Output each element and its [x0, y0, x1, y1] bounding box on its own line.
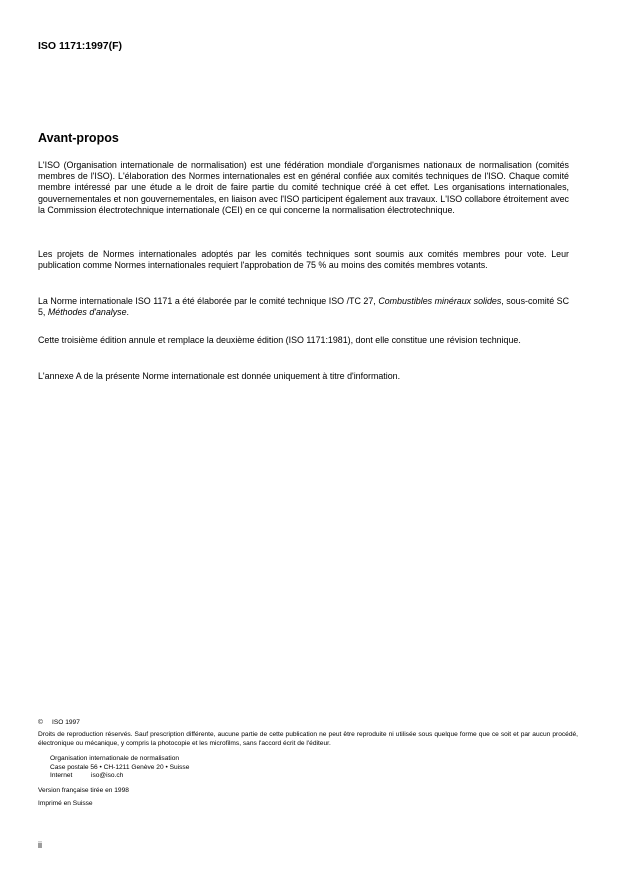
foreword-paragraph-1 — [38, 160, 569, 216]
paragraph-text-part: La Norme internationale ISO 1171 a été élaborée par le comité technique ISO /TC 27, — [38, 296, 379, 306]
paragraph-text: L'annexe A de la présente Norme internationale est donnée uniquement à titre d'information. — [38, 371, 401, 381]
subcommittee-title: Méthodes d'analyse — [47, 307, 127, 318]
page-number: ii — [38, 840, 42, 850]
rights-notice: Droits de reproduction réservés. Sauf prescription différente, aucune partie de cette publication ne peut être reproduite ni utilisée sous quelque forme que ce soit et par aucun procédé, électronique ou mécanique, y compris la photocopie et les microfilms, sans l'accord écrit de l'éditeur. — [38, 731, 578, 747]
foreword-paragraph-3 — [38, 296, 569, 318]
foreword-paragraph-2 — [38, 249, 569, 271]
internet-label: Internet — [50, 772, 73, 780]
publisher-address — [50, 755, 590, 781]
copyright-line — [38, 719, 578, 728]
version-note: Version française tirée en 1998 — [38, 787, 129, 794]
foreword-paragraph-5 — [38, 371, 569, 382]
internet-line — [50, 772, 590, 781]
document-id: ISO 1171:1997(F) — [38, 40, 123, 52]
printed-note: Imprimé en Suisse — [38, 800, 93, 807]
paragraph-text: Les projets de Normes internationales adoptés par les comités techniques sont soumis aux comités membres pour vote. Leur publication comme Normes internationales requiert l'approbation de 75 % au moins des comités membres votants. — [38, 249, 569, 271]
section-title: Avant-propos — [38, 131, 119, 145]
foreword-paragraph-4 — [38, 335, 569, 346]
paragraph-text: Cette troisième édition annule et remplace la deuxième édition (ISO 1171:1981), dont elle constitue une révision technique. — [38, 335, 521, 345]
paragraph-text: L'ISO (Organisation internationale de normalisation) est une fédération mondiale d'organismes nationaux de normalisation (comités membres de l'ISO). L'élaboration des Normes internationales est en général confiée aux comités techniques de l'ISO. Chaque comité membre intéressé par une étude a le droit de faire partie du comité technique créé à cet effet. Les organisations internationales, gouvernementales et non gouvernementales, en liaison avec l'ISO participent également aux travaux. L'ISO collabore étroitement avec la Commission électrotechnique internationale (CEI) en ce qui concerne la normalisation électrotechnique. — [38, 160, 569, 215]
postal-address: Case postale 56 • CH-1211 Genève 20 • Suisse — [50, 763, 190, 771]
internet-email: iso@iso.ch — [91, 772, 124, 780]
paragraph-text — [38, 296, 569, 318]
paragraph-text-part: , sous-comité SC 5, — [38, 296, 569, 318]
paragraph-text-part: . — [126, 307, 130, 318]
copyright-text: ISO 1997 — [52, 719, 80, 726]
copyright-symbol: © — [38, 719, 43, 726]
organization-name: Organisation internationale de normalisation — [50, 755, 180, 762]
committee-title: Combustibles minéraux solides — [378, 296, 502, 306]
